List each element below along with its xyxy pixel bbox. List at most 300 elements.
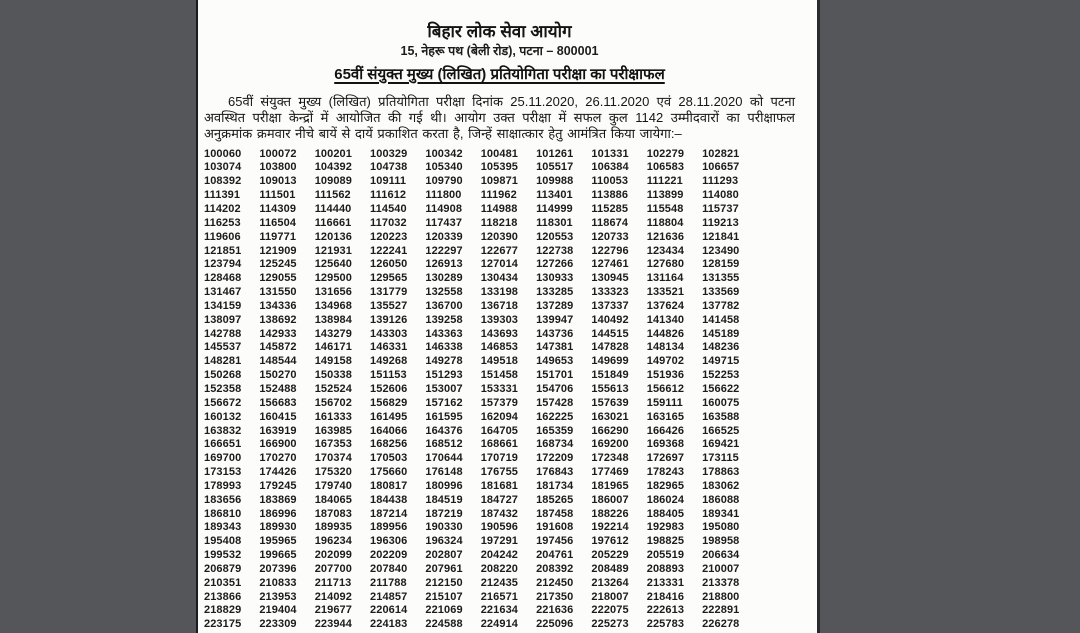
roll-number: 155613 xyxy=(591,382,629,395)
roll-number: 192214 xyxy=(591,521,629,534)
roll-number: 133323 xyxy=(591,286,629,299)
roll-number: 143303 xyxy=(370,327,408,340)
roll-number: 114440 xyxy=(314,203,352,216)
org-name: बिहार लोक सेवा आयोग xyxy=(427,22,572,41)
roll-number: 177469 xyxy=(591,466,629,479)
roll-number: 169421 xyxy=(702,438,740,451)
roll-number: 111962 xyxy=(480,189,517,202)
roll-number: 118301 xyxy=(536,216,573,229)
roll-number: 131467 xyxy=(204,286,242,299)
roll-number: 181965 xyxy=(591,479,629,492)
roll-number: 167353 xyxy=(314,438,352,451)
roll-number: 219677 xyxy=(314,604,352,617)
roll-number: 152253 xyxy=(702,369,740,382)
roll-number: 102821 xyxy=(702,147,740,160)
roll-number: 197456 xyxy=(536,535,574,548)
roll-number: 196306 xyxy=(370,535,408,548)
roll-number-row xyxy=(204,493,758,507)
roll-number: 100201 xyxy=(314,147,352,160)
roll-number: 187432 xyxy=(480,507,519,520)
roll-number: 156829 xyxy=(370,396,408,409)
roll-number: 149268 xyxy=(370,355,408,368)
roll-number: 156612 xyxy=(646,382,685,395)
roll-number: 204242 xyxy=(480,549,519,562)
roll-number: 111293 xyxy=(702,175,739,188)
roll-number: 138984 xyxy=(314,313,352,326)
roll-number: 197291 xyxy=(480,535,519,548)
roll-number: 150270 xyxy=(259,369,297,382)
roll-number: 164066 xyxy=(370,424,408,437)
roll-number: 187214 xyxy=(370,507,408,520)
roll-number: 189935 xyxy=(314,521,352,534)
roll-number: 173153 xyxy=(204,466,242,479)
intro-paragraph: 65वीं संयुक्त मुख्य (लिखित) प्रतियोगिता परीक्षा दिनांक 25.11.2020, 26.11.2020 एवं 28.11.2020 को पटना अवस्थित परीक्षा केन्द्रों में आयोजित की गई थी। आयोग उक्त परीक्षा में सफल कुल 1142 उम्मीदवारों का परीक्षाफल अनुक्रमांक क्रमवार नीचे बायें से दायें प्रकाशित करता है, जिन्हें साक्षात्कार हेतु आमंत्रित किया जायेगा:– xyxy=(204,94,795,141)
roll-number: 111612 xyxy=(370,189,407,202)
roll-number: 116504 xyxy=(259,216,297,229)
roll-number: 225783 xyxy=(646,618,685,631)
roll-number-row xyxy=(204,230,758,244)
roll-number: 151458 xyxy=(480,369,519,382)
document-page xyxy=(196,0,820,633)
roll-number: 118674 xyxy=(591,216,629,229)
roll-number: 149278 xyxy=(425,355,463,368)
roll-number: 115737 xyxy=(702,203,739,216)
roll-number: 224914 xyxy=(480,618,519,631)
roll-number: 150268 xyxy=(204,369,242,382)
roll-number: 173115 xyxy=(702,452,739,465)
roll-number: 208392 xyxy=(536,562,574,575)
roll-number: 114999 xyxy=(536,203,573,216)
roll-number: 139947 xyxy=(536,313,574,326)
roll-number: 123434 xyxy=(646,244,685,257)
roll-number: 218416 xyxy=(646,590,685,603)
roll-number: 153331 xyxy=(480,382,519,395)
roll-number: 149699 xyxy=(591,355,629,368)
roll-number: 197612 xyxy=(591,535,629,548)
roll-number: 157428 xyxy=(536,396,574,409)
roll-number: 134336 xyxy=(259,299,297,312)
roll-number: 123490 xyxy=(702,244,740,257)
roll-number: 184438 xyxy=(370,493,408,506)
roll-number: 185265 xyxy=(536,493,574,506)
roll-number: 187083 xyxy=(314,507,352,520)
roll-number: 190330 xyxy=(425,521,463,534)
roll-number: 130289 xyxy=(425,272,463,285)
roll-number: 186810 xyxy=(204,507,242,520)
roll-number: 125640 xyxy=(314,258,352,271)
roll-number-row xyxy=(204,534,758,548)
roll-number-row xyxy=(204,285,758,299)
roll-number: 210351 xyxy=(204,576,242,589)
roll-number-row xyxy=(204,465,758,479)
document-title-row xyxy=(204,66,795,83)
roll-number: 111391 xyxy=(204,189,241,202)
roll-number: 172348 xyxy=(591,452,629,465)
roll-number: 133521 xyxy=(646,286,685,299)
roll-number: 103800 xyxy=(259,161,297,174)
roll-number: 149653 xyxy=(536,355,574,368)
roll-number: 145537 xyxy=(204,341,242,354)
roll-number: 120223 xyxy=(370,230,408,243)
roll-number: 168734 xyxy=(536,438,574,451)
roll-number: 145189 xyxy=(702,327,740,340)
roll-number: 170374 xyxy=(314,452,352,465)
roll-number: 118804 xyxy=(646,216,684,229)
roll-number: 163165 xyxy=(646,410,685,423)
roll-number: 136700 xyxy=(425,299,463,312)
roll-number: 146853 xyxy=(480,341,519,354)
roll-number: 195080 xyxy=(702,521,740,534)
roll-number: 100072 xyxy=(259,147,297,160)
roll-number: 121851 xyxy=(204,244,242,257)
roll-number: 144515 xyxy=(591,327,629,340)
roll-number: 181734 xyxy=(536,479,574,492)
roll-number: 166900 xyxy=(259,438,297,451)
roll-number: 159111 xyxy=(646,396,683,409)
roll-number: 106657 xyxy=(702,161,740,174)
roll-number: 146331 xyxy=(370,341,408,354)
roll-number: 122677 xyxy=(480,244,519,257)
roll-number: 129055 xyxy=(259,272,297,285)
roll-number: 114908 xyxy=(425,203,463,216)
roll-number: 151701 xyxy=(536,369,574,382)
roll-number: 183062 xyxy=(702,479,740,492)
roll-number-row xyxy=(204,617,758,631)
roll-number: 146338 xyxy=(425,341,463,354)
roll-number: 207700 xyxy=(314,562,352,575)
roll-number: 138692 xyxy=(259,313,297,326)
roll-number: 105395 xyxy=(480,161,519,174)
roll-number: 109089 xyxy=(314,175,352,188)
roll-number: 225273 xyxy=(591,618,629,631)
roll-number: 126050 xyxy=(370,258,408,271)
roll-number: 222891 xyxy=(702,604,740,617)
roll-number: 138097 xyxy=(204,313,242,326)
roll-number: 218829 xyxy=(204,604,242,617)
roll-number: 127014 xyxy=(480,258,519,271)
roll-number: 218007 xyxy=(591,590,629,603)
roll-number: 131164 xyxy=(646,272,684,285)
roll-number: 156683 xyxy=(259,396,297,409)
roll-number: 103074 xyxy=(204,161,242,174)
roll-number: 121909 xyxy=(259,244,297,257)
roll-number-row xyxy=(204,576,758,590)
roll-number: 168512 xyxy=(425,438,463,451)
roll-number: 123794 xyxy=(204,258,242,271)
roll-number: 144826 xyxy=(646,327,685,340)
roll-number: 180996 xyxy=(425,479,463,492)
roll-number: 186996 xyxy=(259,507,297,520)
roll-number: 179245 xyxy=(259,479,297,492)
roll-number: 188226 xyxy=(591,507,629,520)
roll-number: 108392 xyxy=(204,175,242,188)
roll-number: 199665 xyxy=(259,549,297,562)
roll-number: 117032 xyxy=(370,216,407,229)
roll-number: 146171 xyxy=(314,341,352,354)
roll-number: 226278 xyxy=(702,618,740,631)
roll-number-row xyxy=(204,188,758,202)
roll-number: 187219 xyxy=(425,507,463,520)
roll-number: 104738 xyxy=(370,161,408,174)
roll-number-row xyxy=(204,424,758,438)
roll-number: 114988 xyxy=(480,203,518,216)
roll-number: 160415 xyxy=(259,410,297,423)
roll-number-row xyxy=(204,548,758,562)
roll-number: 114202 xyxy=(204,203,241,216)
roll-number-row xyxy=(204,396,758,410)
roll-number: 115548 xyxy=(646,203,684,216)
roll-number: 223175 xyxy=(204,618,242,631)
roll-number: 189343 xyxy=(204,521,242,534)
roll-number: 130434 xyxy=(480,272,519,285)
roll-number: 154706 xyxy=(536,382,574,395)
roll-number: 128468 xyxy=(204,272,242,285)
roll-number: 149158 xyxy=(314,355,352,368)
roll-number: 176148 xyxy=(425,466,463,479)
roll-number: 131550 xyxy=(259,286,297,299)
roll-number: 151849 xyxy=(591,369,629,382)
roll-number: 169368 xyxy=(646,438,685,451)
roll-number: 120390 xyxy=(480,230,519,243)
roll-number: 153007 xyxy=(425,382,463,395)
roll-number: 175660 xyxy=(370,466,408,479)
roll-number: 114080 xyxy=(702,189,739,202)
roll-number: 166651 xyxy=(204,438,242,451)
roll-number: 119213 xyxy=(702,216,739,229)
roll-number: 136718 xyxy=(480,299,519,312)
roll-number: 137782 xyxy=(702,299,740,312)
roll-number: 113886 xyxy=(591,189,629,202)
roll-number: 221636 xyxy=(536,604,574,617)
roll-number: 190596 xyxy=(480,521,519,534)
roll-number: 130945 xyxy=(591,272,629,285)
roll-number: 152488 xyxy=(259,382,297,395)
roll-number: 163021 xyxy=(591,410,629,423)
roll-number: 212450 xyxy=(536,576,574,589)
roll-number: 106384 xyxy=(591,161,629,174)
roll-number: 129500 xyxy=(314,272,352,285)
roll-number: 169200 xyxy=(591,438,629,451)
roll-number: 142933 xyxy=(259,327,297,340)
roll-number: 109111 xyxy=(370,175,407,188)
roll-number: 121841 xyxy=(702,230,740,243)
roll-number: 109790 xyxy=(425,175,463,188)
roll-number: 162225 xyxy=(536,410,574,423)
roll-number: 207961 xyxy=(425,562,463,575)
roll-number: 214092 xyxy=(314,590,352,603)
roll-number: 149518 xyxy=(480,355,519,368)
roll-number: 183656 xyxy=(204,493,242,506)
roll-number: 101261 xyxy=(536,147,574,160)
roll-number: 143363 xyxy=(425,327,463,340)
roll-number: 202807 xyxy=(425,549,463,562)
roll-number: 141458 xyxy=(702,313,740,326)
roll-number: 184727 xyxy=(480,493,519,506)
roll-number-row xyxy=(204,147,758,161)
roll-number: 100329 xyxy=(370,147,408,160)
roll-number: 223309 xyxy=(259,618,297,631)
roll-number: 133569 xyxy=(702,286,740,299)
roll-number: 175320 xyxy=(314,466,352,479)
roll-number: 170503 xyxy=(370,452,408,465)
roll-number: 111800 xyxy=(425,189,462,202)
roll-number: 100342 xyxy=(425,147,463,160)
roll-number: 148236 xyxy=(702,341,740,354)
roll-number: 121636 xyxy=(646,230,685,243)
roll-number: 189930 xyxy=(259,521,297,534)
document-title: 65वीं संयुक्त मुख्य (लिखित) प्रतियोगिता परीक्षा का परीक्षाफल xyxy=(334,66,665,83)
roll-number: 131656 xyxy=(314,286,352,299)
roll-number: 117437 xyxy=(425,216,463,229)
roll-number-row xyxy=(204,202,758,216)
roll-number: 139258 xyxy=(425,313,463,326)
roll-number: 147381 xyxy=(536,341,574,354)
roll-number: 213866 xyxy=(204,590,242,603)
roll-number-row xyxy=(204,410,758,424)
roll-number: 215107 xyxy=(425,590,463,603)
roll-number: 133198 xyxy=(480,286,519,299)
roll-number: 151293 xyxy=(425,369,463,382)
roll-number-row xyxy=(204,604,758,618)
roll-number: 168256 xyxy=(370,438,408,451)
roll-number: 152358 xyxy=(204,382,242,395)
roll-number: 172209 xyxy=(536,452,574,465)
roll-number: 213264 xyxy=(591,576,629,589)
roll-number: 166525 xyxy=(702,424,740,437)
roll-number: 224588 xyxy=(425,618,463,631)
roll-number: 119771 xyxy=(259,230,297,243)
roll-number: 128159 xyxy=(702,258,740,271)
roll-number-row xyxy=(204,216,758,230)
roll-number: 205229 xyxy=(591,549,629,562)
roll-number: 176843 xyxy=(536,466,574,479)
roll-number-row xyxy=(204,368,758,382)
roll-number: 161595 xyxy=(425,410,463,423)
roll-number: 116253 xyxy=(204,216,241,229)
roll-number: 137289 xyxy=(536,299,574,312)
roll-number: 143279 xyxy=(314,327,352,340)
roll-number: 147828 xyxy=(591,341,629,354)
roll-number: 222075 xyxy=(591,604,629,617)
roll-number: 207840 xyxy=(370,562,408,575)
roll-number: 195408 xyxy=(204,535,242,548)
roll-number: 135527 xyxy=(370,299,408,312)
roll-number: 134968 xyxy=(314,299,352,312)
roll-number: 163919 xyxy=(259,424,297,437)
roll-number: 221069 xyxy=(425,604,463,617)
roll-number-row xyxy=(204,521,758,535)
roll-number: 143693 xyxy=(480,327,519,340)
roll-number: 212150 xyxy=(425,576,463,589)
roll-number: 189341 xyxy=(702,507,740,520)
roll-number: 115285 xyxy=(591,203,629,216)
roll-number: 174426 xyxy=(259,466,297,479)
roll-number-row xyxy=(204,562,758,576)
roll-number: 150338 xyxy=(314,369,352,382)
roll-number: 119606 xyxy=(204,230,241,243)
roll-number: 186024 xyxy=(646,493,685,506)
roll-number: 120339 xyxy=(425,230,463,243)
roll-number-row xyxy=(204,257,758,271)
roll-number: 160075 xyxy=(702,396,740,409)
roll-number: 122796 xyxy=(591,244,629,257)
roll-number: 162094 xyxy=(480,410,519,423)
roll-number: 161333 xyxy=(314,410,352,423)
roll-number: 113899 xyxy=(646,189,684,202)
roll-number: 163832 xyxy=(204,424,242,437)
roll-number-row xyxy=(204,382,758,396)
roll-number: 163588 xyxy=(702,410,740,423)
roll-number: 181681 xyxy=(480,479,519,492)
roll-number: 102279 xyxy=(646,147,685,160)
roll-number: 126913 xyxy=(425,258,463,271)
org-address: 15, नेहरू पथ (बेली रोड), पटना – 800001 xyxy=(400,44,599,58)
roll-number: 178993 xyxy=(204,479,242,492)
roll-number: 211713 xyxy=(314,576,352,589)
roll-number: 100060 xyxy=(204,147,242,160)
roll-number: 131779 xyxy=(370,286,408,299)
roll-number: 105517 xyxy=(536,161,574,174)
roll-number-row xyxy=(204,479,758,493)
roll-number: 223944 xyxy=(314,618,352,631)
roll-number: 109871 xyxy=(480,175,519,188)
roll-number: 176755 xyxy=(480,466,519,479)
roll-number-row xyxy=(204,341,758,355)
roll-number: 213378 xyxy=(702,576,740,589)
roll-number: 161495 xyxy=(370,410,408,423)
roll-number: 122241 xyxy=(370,244,408,257)
roll-number: 192983 xyxy=(646,521,685,534)
roll-number: 208220 xyxy=(480,562,519,575)
roll-number: 121931 xyxy=(314,244,352,257)
roll-number: 199532 xyxy=(204,549,242,562)
roll-number: 157639 xyxy=(591,396,629,409)
roll-number: 151936 xyxy=(646,369,685,382)
roll-number: 111221 xyxy=(646,175,683,188)
roll-number: 198825 xyxy=(646,535,685,548)
roll-number: 120733 xyxy=(591,230,629,243)
roll-number: 206879 xyxy=(204,562,242,575)
roll-number: 221634 xyxy=(480,604,519,617)
roll-number: 137624 xyxy=(646,299,685,312)
roll-number: 143736 xyxy=(536,327,574,340)
roll-number: 207396 xyxy=(259,562,297,575)
roll-number: 224183 xyxy=(370,618,408,631)
roll-number: 157162 xyxy=(425,396,463,409)
roll-number: 225096 xyxy=(536,618,574,631)
roll-number: 141340 xyxy=(646,313,685,326)
roll-number-row xyxy=(204,354,758,368)
roll-number: 169700 xyxy=(204,452,242,465)
roll-number: 186007 xyxy=(591,493,629,506)
roll-number: 100481 xyxy=(480,147,519,160)
roll-number: 214857 xyxy=(370,590,408,603)
roll-number: 149702 xyxy=(646,355,685,368)
roll-number: 110053 xyxy=(591,175,629,188)
roll-number: 156702 xyxy=(314,396,352,409)
roll-number: 170644 xyxy=(425,452,463,465)
roll-number: 186088 xyxy=(702,493,740,506)
roll-number-grid xyxy=(204,147,758,632)
roll-number: 210833 xyxy=(259,576,297,589)
roll-number: 129565 xyxy=(370,272,408,285)
roll-number: 204761 xyxy=(536,549,574,562)
roll-number: 109013 xyxy=(259,175,297,188)
roll-number: 189956 xyxy=(370,521,408,534)
roll-number: 133285 xyxy=(536,286,574,299)
roll-number: 106583 xyxy=(646,161,685,174)
roll-number: 170719 xyxy=(480,452,519,465)
